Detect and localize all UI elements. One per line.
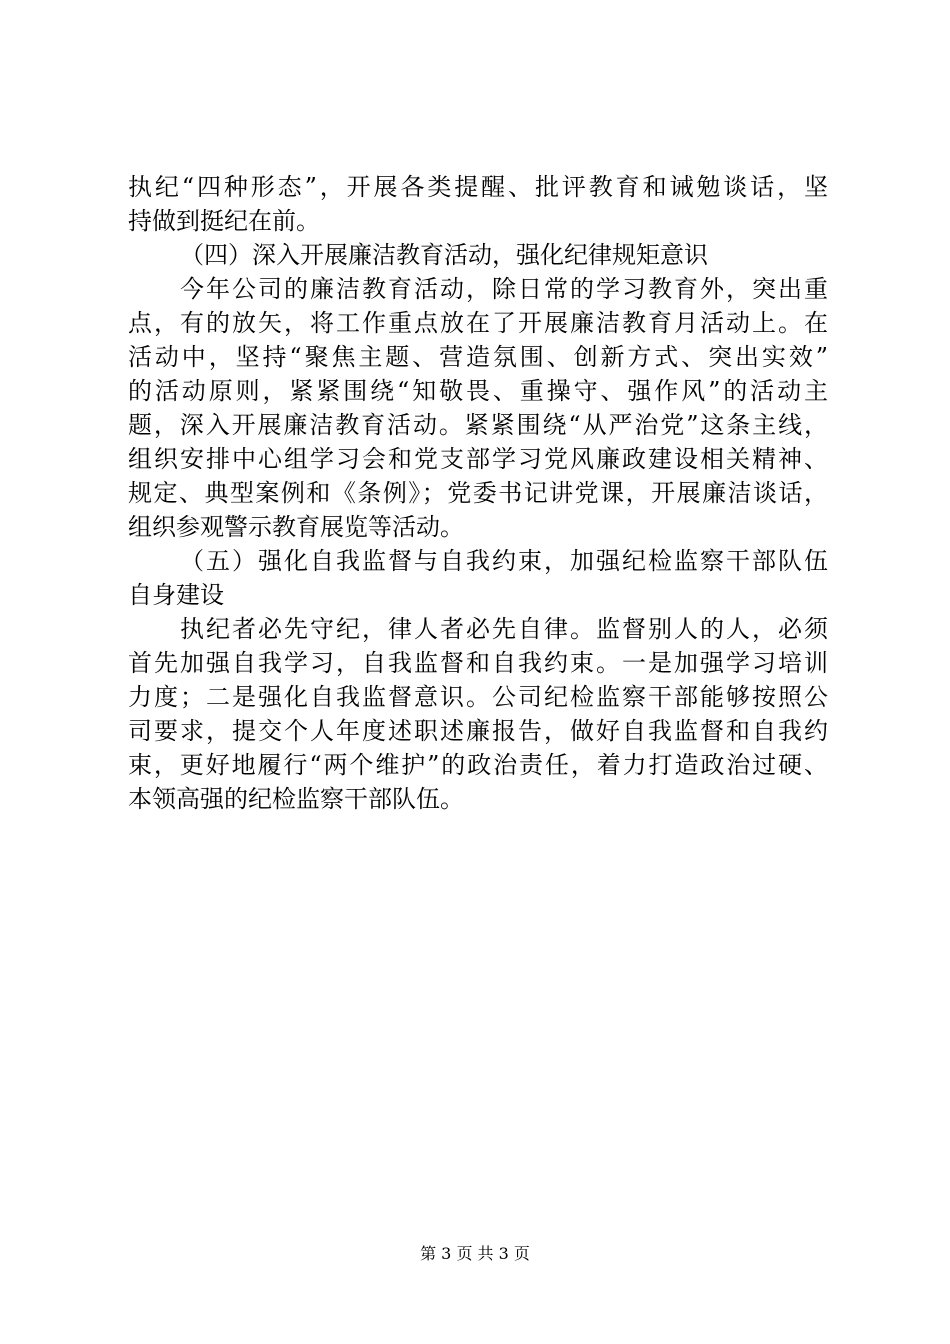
text-line: 点，有的放矢，将工作重点放在了开展廉洁教育月活动上。在 [128,309,828,337]
text-line: 力度；二是强化自我监督意识。公司纪检监察干部能够按照公 [128,683,828,711]
text-line: 今年公司的廉洁教育活动，除日常的学习教育外，突出重 [180,275,828,303]
text-line: 束，更好地履行“两个维护”的政治责任，着力打造政治过硬、 [128,751,828,779]
text-line: 执纪“四种形态”，开展各类提醒、批评教育和诫勉谈话，坚 [128,173,828,201]
text-line: 活动中，坚持“聚焦主题、营造氛围、创新方式、突出实效” [128,343,828,371]
text-line: 组织参观警示教育展览等活动。 [128,513,464,541]
section-heading-five [128,544,828,612]
section-heading-four [128,238,828,272]
text-line: 规定、典型案例和《条例》；党委书记讲党课，开展廉洁谈话， [128,479,828,507]
text-line: 持做到挺纪在前。 [128,207,320,235]
text-line: 本领高强的纪检监察干部队伍。 [128,785,464,813]
text-line: 题，深入开展廉洁教育活动。紧紧围绕“从严治党”这条主线， [128,411,828,439]
text-line: 首先加强自我学习，自我监督和自我约束。一是加强学习培训 [128,649,828,677]
paragraph-education [128,272,828,544]
text-line: 执纪者必先守纪，律人者必先自律。监督别人的人，必须 [180,615,828,643]
document-body [128,170,828,816]
text-line: 司要求，提交个人年度述职述廉报告，做好自我监督和自我约 [128,717,828,745]
heading-text: （四）深入开展廉洁教育活动，强化纪律规矩意识 [180,241,708,269]
text-line: 的活动原则，紧紧围绕“知敬畏、重操守、强作风”的活动主 [128,377,828,405]
paragraph-self-discipline [128,612,828,816]
page-number-label: 第 3 页 共 3 页 [420,1244,530,1263]
heading-text: （五）强化自我监督与自我约束，加强纪检监察干部队伍 [180,547,828,575]
heading-text: 自身建设 [128,581,224,609]
page-footer [0,1244,950,1264]
text-line: 组织安排中心组学习会和党支部学习党风廉政建设相关精神、 [128,445,828,473]
paragraph-continuation [128,170,828,238]
